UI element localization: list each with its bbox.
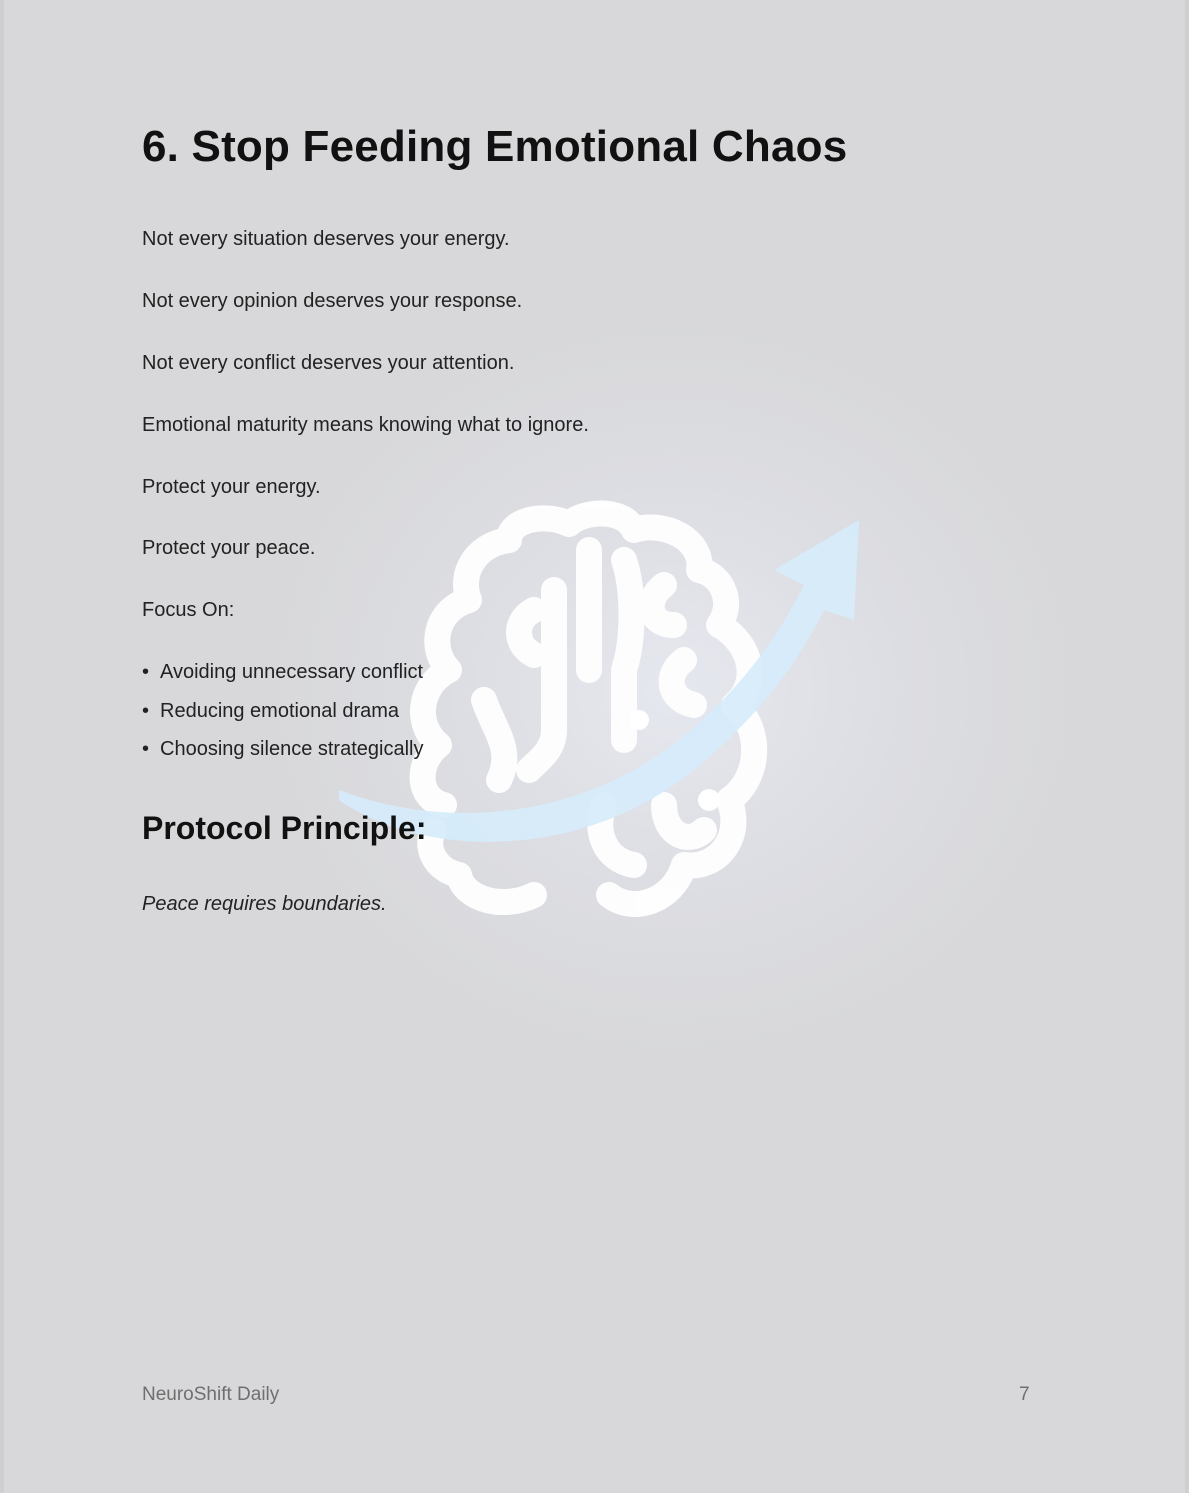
section-title: 6. Stop Feeding Emotional Chaos <box>142 122 848 171</box>
bullet-icon: • <box>142 738 150 760</box>
footer-brand: NeuroShift Daily <box>142 1384 280 1405</box>
paragraph: Emotional maturity means knowing what to ignore. <box>142 414 589 436</box>
principle-heading: Protocol Principle: <box>142 810 427 846</box>
list-item <box>142 738 423 761</box>
principle-text: Peace requires boundaries. <box>142 893 387 915</box>
list-item-text: Choosing silence strategically <box>160 738 424 760</box>
page-number: 7 <box>1019 1384 1030 1405</box>
bullet-icon: • <box>142 700 150 722</box>
list-item <box>142 661 423 684</box>
focus-label: Focus On: <box>142 599 235 621</box>
paragraph: Not every opinion deserves your response. <box>142 290 523 312</box>
paragraph: Protect your peace. <box>142 537 316 559</box>
paragraph: Not every situation deserves your energy. <box>142 228 510 250</box>
list-item-text: Reducing emotional drama <box>160 700 400 722</box>
bullet-icon: • <box>142 661 150 683</box>
list-item <box>142 700 399 723</box>
list-item-text: Avoiding unnecessary conflict <box>160 661 424 683</box>
brain-arrow-logo-icon <box>334 500 874 940</box>
paragraph: Not every conflict deserves your attention. <box>142 352 515 374</box>
paragraph: Protect your energy. <box>142 476 321 498</box>
document-page <box>4 0 1185 1493</box>
